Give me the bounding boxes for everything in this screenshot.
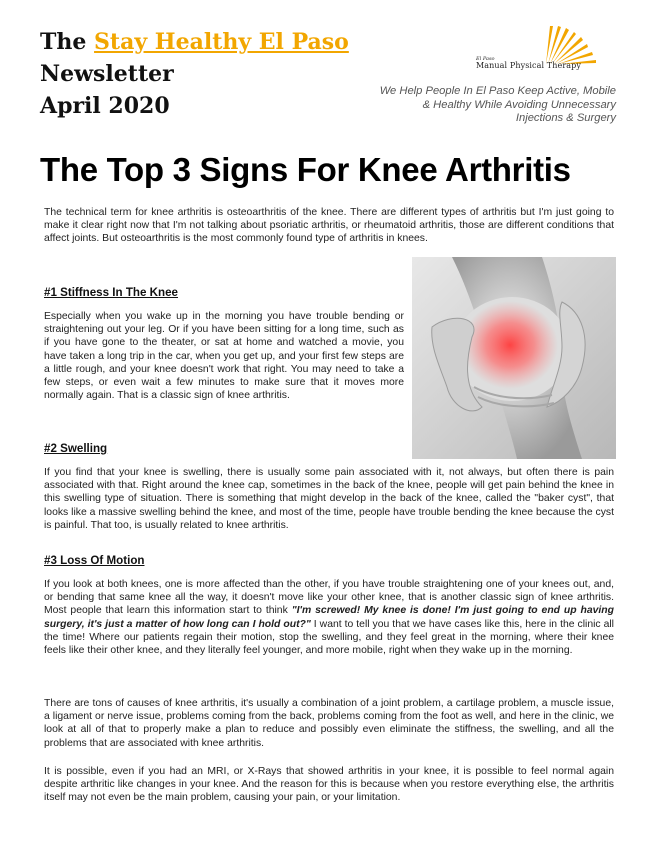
tagline-line: Injections & Surgery — [515, 112, 616, 124]
sunburst-icon — [516, 22, 616, 66]
causes-paragraph: There are tons of causes of knee arthritis, it's usually a combination of a joint problem, a cartilage problem, a muscle issue, a ligament or nerve issue, problems coming from the back, problems coming from the foot as well, and here in the clinic, we look at all of that to properly make a plan to reduce and possibly even eliminate the stiffness, the swelling, and all the problems that are associated with knee arthritis. — [44, 698, 614, 749]
patient-quote: "I'm screwed! My knee is done! I'm just going to end up having surgery, it's just a matter of how long can I hold out?" — [44, 605, 614, 630]
section-heading-swelling: #2 Swelling — [44, 442, 108, 455]
masthead-newsletter: Newsletter — [40, 61, 174, 87]
section-body-swelling-block — [44, 466, 614, 532]
possible-paragraph-block — [44, 765, 614, 805]
masthead-date: April 2020 — [40, 93, 170, 119]
section-body-loss-of-motion-block — [44, 578, 614, 657]
motion-text-post: I want to tell you that we have cases like this, here in the clinic all the time! Where our patients regain their motion, stop the swelling, and they feel great in the morning, where their knee feels like their other knee, and they literally feel younger, and more mobile, right when they wake up in the morning. — [44, 618, 614, 657]
logo-line-el-paso: El Paso — [476, 56, 495, 62]
logo-line-clinic: Manual Physical Therapy — [476, 61, 581, 70]
section-body-loss-of-motion — [44, 578, 614, 657]
intro-paragraph: The technical term for knee arthritis is osteoarthritis of the knee. There are different types of arthritis but I'm just going to make it clear right now that I'm not talking about psoriatic arthritis, or rheumatoid arthritis, those are different conditions that affect joints. But osteoarthritis is the most commonly found type of arthritis in knees. — [44, 207, 614, 245]
motion-text-pre: If you look at both knees, one is more affected than the other, if you have trouble straightening one of your knees out, and, or bending that same knee all the way, it doesn't move like your other knee, that is another classic sign of knee arthritis. Most people that learn this information start to think — [44, 579, 614, 617]
clinic-tagline — [336, 85, 616, 126]
article-title: The Top 3 Signs For Knee Arthritis — [40, 151, 571, 188]
tagline-line: We Help People In El Paso Keep Active, Mobile — [379, 85, 616, 97]
clinic-logo — [476, 22, 616, 82]
masthead-the: The — [40, 29, 87, 55]
masthead-brand: Stay Healthy El Paso — [94, 29, 349, 55]
section-heading-stiffness: #1 Stiffness In The Knee — [44, 286, 179, 299]
knee-pain-photo — [412, 257, 616, 459]
intro-paragraph-block — [44, 206, 614, 246]
section-body-swelling: If you find that your knee is swelling, there is usually some pain associated with it, not always, but often there is pain associated with that. Right around the knee cap, sometimes in the back of the knee, people will get pain behind the knee in this swelling type of situation. There is something that might develop in the back of the knee, called the "baker cyst", that looks like a massive swelling behind the knee, and most of the time, people have trouble bending the knee because the cyst is painful. That too, is usually related to knee arthritis. — [44, 467, 614, 531]
section-body-stiffness: Especially when you wake up in the morning you have trouble bending or straightening out your leg. Or if you have been sitting for a long time, such as if you have gone to the theater, or sat at home and watched a movie, you have taken a long trip in the car, when you get up, and your first few steps are a little rough, and your knee doesn't work that right. You may need to take a few steps, or even wait a few minutes to make sure that it moves more normally again. That is a classic sign of knee arthritis. — [44, 311, 404, 402]
possible-paragraph: It is possible, even if you had an MRI, or X-Rays that showed arthritis in your knee, it is possible to feel normal again despite arthritic like changes in your knee. And the reason for this is because when you restore everything else, the arthritis itself may not even be the main problem, causing your pain, or your limitation. — [44, 766, 614, 804]
causes-paragraph-block — [44, 697, 614, 750]
section-heading-loss-of-motion: #3 Loss Of Motion — [44, 554, 145, 567]
knee-illustration — [412, 257, 616, 459]
tagline-line: & Healthy While Avoiding Unnecessary — [422, 98, 616, 111]
section-body-stiffness-block — [44, 310, 404, 402]
newsletter-masthead — [40, 26, 380, 122]
